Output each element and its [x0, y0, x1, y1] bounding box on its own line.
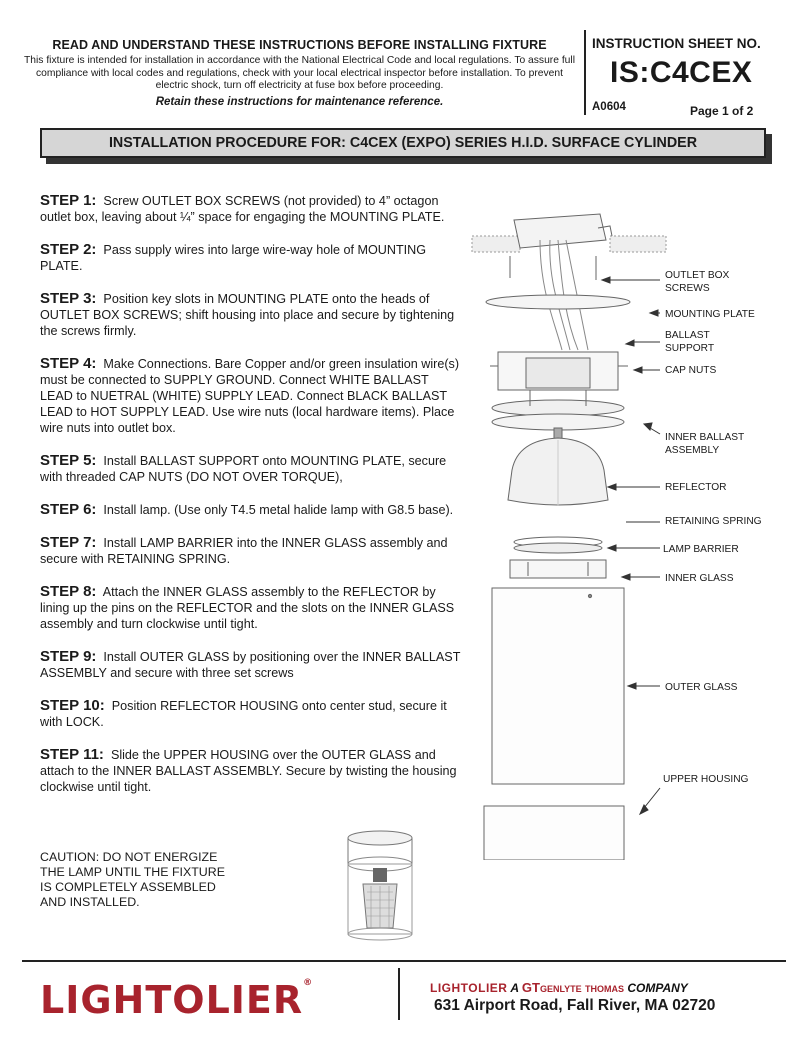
step-label: STEP 4: — [40, 355, 97, 372]
leader-lines — [580, 260, 670, 820]
header-heading: READ AND UNDERSTAND THESE INSTRUCTIONS BEFORE INSTALLING FIXTURE — [52, 38, 547, 52]
step-item — [40, 291, 462, 339]
label-inner-glass: INNER GLASS — [665, 573, 734, 584]
label-mounting-plate: MOUNTING PLATE — [665, 309, 755, 320]
step-label: STEP 7: — [40, 534, 97, 551]
label-outlet-box-screws: OUTLET BOX SCREWS — [665, 270, 730, 294]
tag-genlyte: GENLYTE — [539, 984, 582, 994]
page-number: Page 1 of 2 — [690, 104, 754, 118]
step-item — [40, 649, 462, 681]
step-item — [40, 502, 462, 518]
steps-list — [40, 193, 462, 812]
tag-a: A — [510, 981, 519, 995]
label-outer-glass: OUTER GLASS — [665, 682, 738, 693]
step-item — [40, 193, 462, 225]
label-lamp-barrier: LAMP BARRIER — [663, 544, 739, 555]
step-label: STEP 5: — [40, 452, 97, 469]
title-bar — [40, 128, 766, 158]
step-label: STEP 3: — [40, 290, 97, 307]
step-text: Slide the UPPER HOUSING over the OUTER GLASS and attach to the INNER BALLAST ASSEMBLY. Secure by twisting the housing clockwise until tight. — [40, 748, 457, 794]
step-text: Pass supply wires into large wire-way hole of MOUNTING PLATE. — [40, 243, 427, 273]
company-tagline — [430, 980, 688, 995]
label-ballast-support: BALLAST SUPPORT — [665, 330, 715, 354]
ceiling-left — [472, 236, 520, 252]
step-text: Position REFLECTOR HOUSING onto center stud, secure it with LOCK. — [40, 699, 447, 729]
sheet-number: IS:C4CEX — [610, 56, 753, 89]
step-text: Install LAMP BARRIER into the INNER GLASS assembly and secure with RETAINING SPRING. — [40, 536, 448, 566]
tag-brand: LIGHTOLIER — [430, 981, 508, 995]
company-address: 631 Airport Road, Fall River, MA 02720 — [434, 997, 716, 1014]
step-label: STEP 9: — [40, 648, 97, 665]
ceiling-right — [610, 236, 666, 252]
header-divider — [584, 30, 586, 115]
retain-note: Retain these instructions for maintenance reference. — [155, 95, 444, 108]
lightolier-logo — [40, 978, 313, 1022]
page-title: INSTALLATION PROCEDURE FOR: C4CEX (EXPO) SERIES H.I.D. SURFACE CYLINDER — [108, 135, 698, 151]
header-notice — [22, 38, 577, 108]
label-reflector: REFLECTOR — [665, 482, 727, 493]
step-text: Screw OUTLET BOX SCREWS (not provided) to 4” octagon outlet box, leaving about ¼” space for engaging the MOUNTING PLATE. — [40, 194, 445, 224]
step-item — [40, 453, 462, 485]
label-upper-housing: UPPER HOUSING — [663, 774, 749, 785]
step-item — [40, 584, 462, 632]
step-label: STEP 11: — [40, 746, 104, 763]
step-item — [40, 356, 462, 436]
label-cap-nuts: CAP NUTS — [665, 365, 717, 376]
step-item — [40, 698, 462, 730]
outlet-box — [514, 214, 606, 248]
label-inner-ballast-assembly: INNER BALLAST ASSEMBLY — [665, 432, 745, 456]
step-text: Position key slots in MOUNTING PLATE onto the heads of OUTLET BOX SCREWS; shift housing into place and secure by tightening the screws firmly. — [40, 292, 455, 338]
registered-mark: ® — [303, 978, 314, 988]
assembled-fixture-illustration — [335, 828, 425, 948]
genlyte-gt-mark: GT — [521, 980, 540, 995]
step-text: Install OUTER GLASS by positioning over the INNER BALLAST ASSEMBLY and secure with three set screws — [40, 650, 461, 680]
step-label: STEP 6: — [40, 501, 97, 518]
step-item — [40, 242, 462, 274]
step-label: STEP 2: — [40, 241, 97, 258]
logo-text: LIGHTOLIER — [40, 978, 304, 1022]
step-item — [40, 535, 462, 567]
footer-rule — [22, 960, 786, 962]
footer-divider — [398, 968, 400, 1020]
tag-company: COMPANY — [627, 981, 688, 995]
header-paragraph: This fixture is intended for installation in accordance with the National Electrical Code and local regulations. To assure full compliance with local codes and regulations, check with your local electrical inspector before installation. To prevent electric shock, turn off electricity at fuse box before proceeding. — [24, 55, 575, 91]
step-label: STEP 1: — [40, 192, 97, 209]
step-text: Attach the INNER GLASS assembly to the REFLECTOR by lining up the pins on the REFLECTOR and the slots on the INNER GLASS assembly and turn clockwise until tight. — [40, 585, 455, 631]
step-label: STEP 8: — [40, 583, 97, 600]
step-label: STEP 10: — [40, 697, 105, 714]
caution-note: CAUTION: DO NOT ENERGIZE THE LAMP UNTIL THE FIXTURE IS COMPLETELY ASSEMBLED AND INSTALLED. — [40, 850, 225, 909]
step-text: Make Connections. Bare Copper and/or green insulation wire(s) must be connected to SUPPLY GROUND. Connect WHITE BALLAST LEAD to NUETRAL (WHITE) SUPPLY LEAD. Connect BLACK BALLAST LEAD to HOT SUPPLY LEAD. Use wire nuts (local hardware items). Place wire nuts into outlet box. — [40, 357, 460, 435]
label-retaining-spring: RETAINING SPRING — [665, 516, 762, 527]
tag-thomas: THOMAS — [585, 984, 625, 994]
step-item — [40, 747, 462, 795]
sheet-code: A0604 — [592, 101, 626, 113]
step-text: Install lamp. (Use only T4.5 metal halide lamp with G8.5 base). — [103, 503, 454, 517]
sheet-label: INSTRUCTION SHEET NO. — [592, 36, 761, 51]
step-text: Install BALLAST SUPPORT onto MOUNTING PLATE, secure with threaded CAP NUTS (DO NOT OVER TORQUE), — [40, 454, 447, 484]
